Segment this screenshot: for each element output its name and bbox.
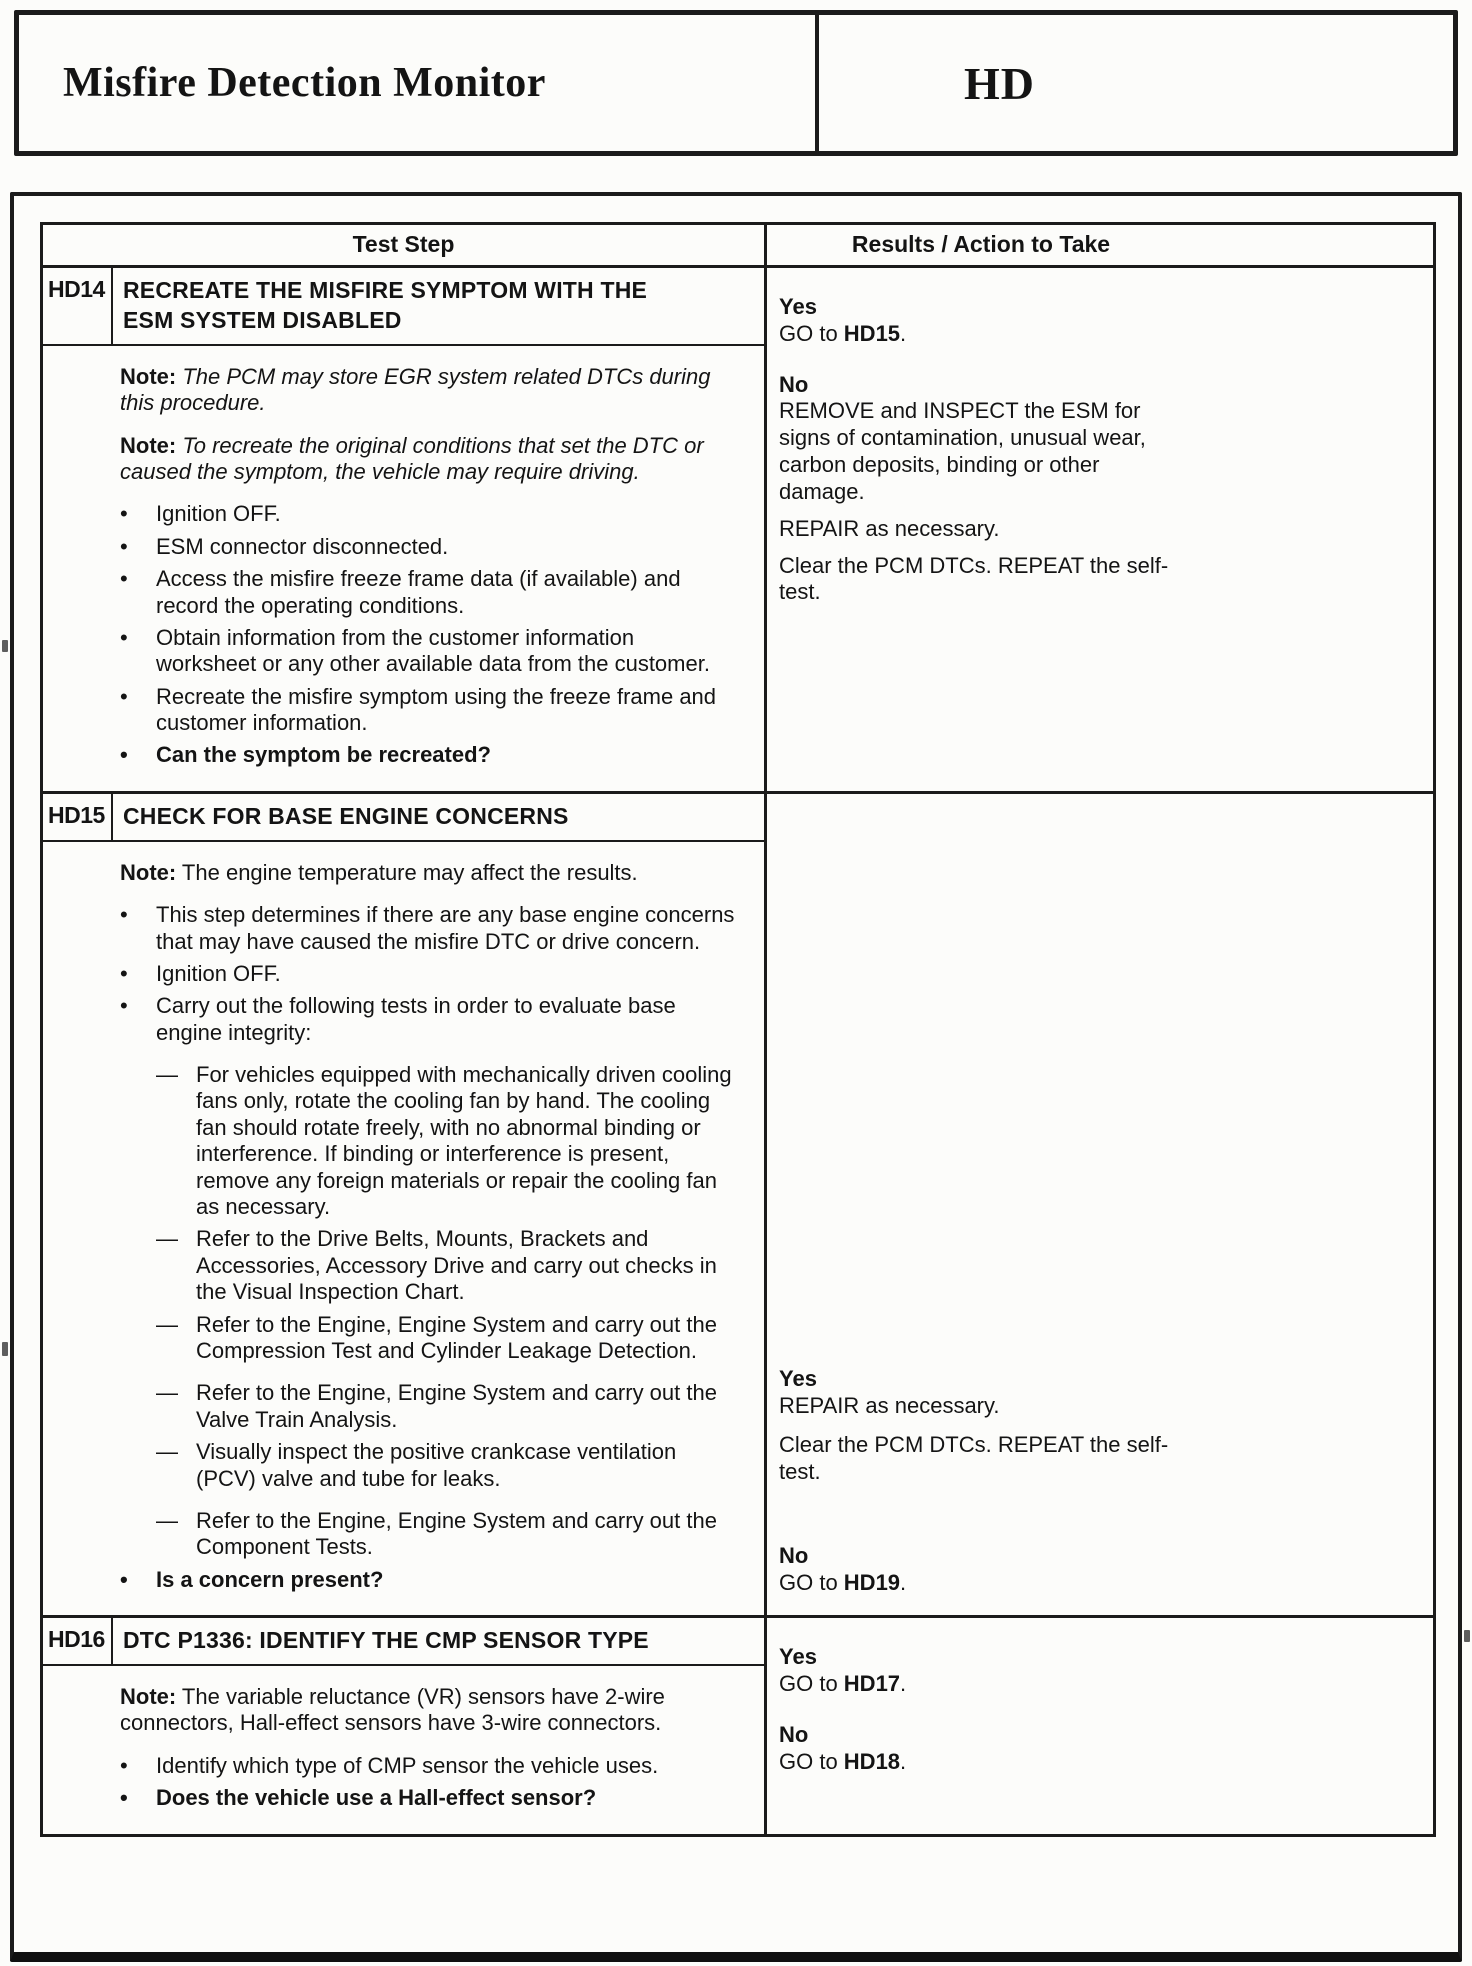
bullet-item — [120, 961, 740, 987]
action-segment: HD18 — [843, 1748, 901, 1774]
action-segment: GO to — [779, 320, 844, 346]
page-title: Misfire Detection Monitor — [63, 60, 546, 106]
item-text: Ignition OFF. — [156, 960, 281, 986]
column-header-results: Results / Action to Take — [851, 231, 1111, 257]
item-text: Refer to the Engine, Engine System and carry out the Component Tests. — [196, 1507, 717, 1560]
answer-label: Yes — [779, 294, 817, 319]
step-code: HD15 — [43, 794, 113, 840]
bullet-item — [120, 742, 740, 768]
test-step-cell — [43, 268, 767, 791]
bullet-item — [120, 993, 740, 1046]
item-text: Refer to the Engine, Engine System and carry out the Valve Train Analysis. — [196, 1380, 717, 1432]
answer-label: No — [779, 1721, 809, 1747]
column-header-test-step: Test Step — [43, 225, 767, 265]
scan-artifact — [2, 640, 8, 652]
bullet-marker: • — [120, 960, 128, 986]
note-label: Note: — [120, 363, 177, 389]
dash-marker: — — [156, 1439, 178, 1465]
answer-label: Yes — [779, 1366, 817, 1392]
action-segment: HD19 — [843, 1570, 901, 1596]
section-code-cell — [819, 15, 1453, 151]
step-body — [43, 346, 764, 791]
item-text: Carry out the following tests in order to evaluate base engine integrity: — [156, 993, 676, 1045]
answer-label: No — [779, 1543, 809, 1569]
item-text: Obtain information from the customer information worksheet or any other available data from the customer. — [156, 624, 710, 677]
dash-marker: — — [156, 1507, 178, 1533]
diagnostic-table — [40, 222, 1436, 1837]
step-title-row — [43, 1618, 764, 1666]
action-text — [779, 1570, 1183, 1597]
note — [120, 1684, 740, 1737]
action-segment: . — [900, 1748, 907, 1774]
page-title-cell — [19, 15, 819, 151]
item-text: Refer to the Engine, Engine System and carry out the Compression Test and Cylinder Leakage Detection. — [196, 1311, 717, 1363]
item-text: ESM connector disconnected. — [156, 533, 449, 559]
sub-step-item — [120, 1312, 740, 1365]
bullet-marker: • — [120, 742, 128, 768]
item-text: Refer to the Drive Belts, Mounts, Brackets and Accessories, Accessory Drive and carry out checks in the Visual Inspection Chart. — [196, 1226, 717, 1305]
action-segment: . — [900, 320, 907, 346]
section-code: HD — [964, 57, 1035, 109]
item-text: Is a concern present? — [156, 1566, 384, 1592]
action-segment: . — [900, 1570, 907, 1596]
table-header-row — [43, 225, 1433, 265]
step-body — [43, 842, 764, 1615]
sub-step-item — [120, 1508, 740, 1561]
bullet-marker: • — [120, 501, 128, 527]
item-text: For vehicles equipped with mechanically driven cooling fans only, rotate the cooling fan by hand. The cooling fan should rotate freely, with no abnormal binding or interference. If binding or interference is present, remove any foreign materials or repair the cooling fan as necessary. — [196, 1062, 732, 1220]
item-text: Identify which type of CMP sensor the vehicle uses. — [156, 1752, 659, 1778]
item-text: Does the vehicle use a Hall-effect sensor? — [156, 1785, 597, 1811]
item-text: This step determines if there are any base engine concerns that may have caused the misfire DTC or drive concern. — [156, 902, 735, 954]
test-step-cell — [43, 794, 767, 1615]
note-label: Note: — [120, 1684, 177, 1710]
sub-step-item — [120, 1380, 740, 1433]
step-row-hd15 — [43, 791, 1433, 1615]
step-code: HD16 — [43, 1618, 113, 1664]
item-text: Visually inspect the positive crankcase ventilation (PCV) valve and tube for leaks. — [196, 1439, 677, 1491]
action-segment: GO to — [779, 1670, 844, 1696]
bullet-marker: • — [120, 1566, 128, 1592]
action-text — [779, 1432, 1183, 1486]
action-text — [779, 516, 1183, 543]
bullet-item — [120, 684, 740, 737]
bullet-marker: • — [120, 624, 128, 650]
scan-artifact — [2, 1342, 8, 1356]
bullet-marker: • — [120, 993, 128, 1019]
sub-step-item — [120, 1062, 740, 1220]
results-cell — [767, 268, 1433, 791]
action-text — [779, 1393, 1183, 1420]
note — [120, 860, 740, 886]
dash-marker: — — [156, 1380, 178, 1406]
page-header — [14, 10, 1458, 156]
bullet-item — [120, 1753, 740, 1779]
action-text — [779, 1749, 1183, 1776]
action-segment: Clear the PCM DTCs. REPEAT the self-test. — [779, 552, 1169, 605]
step-row-hd14 — [43, 265, 1433, 791]
bullet-item — [120, 501, 740, 527]
bullet-item — [120, 534, 740, 560]
action-segment: GO to — [779, 1570, 844, 1596]
step-code: HD14 — [43, 268, 113, 344]
action-segment: HD17 — [843, 1670, 901, 1696]
bullet-item — [120, 1567, 740, 1593]
note-text: The variable reluctance (VR) sensors have 2-wire connectors, Hall-effect sensors have 3-wire connectors. — [120, 1684, 665, 1736]
action-segment: REPAIR as necessary. — [779, 515, 1000, 541]
bullet-item — [120, 902, 740, 955]
answer-label: Yes — [779, 1644, 817, 1670]
sub-step-item — [120, 1226, 740, 1305]
content-frame — [10, 192, 1462, 1962]
results-cell — [767, 794, 1433, 1615]
note — [120, 364, 740, 417]
bullet-marker: • — [120, 683, 128, 709]
action-text — [779, 1671, 1183, 1698]
action-segment: GO to — [779, 1748, 844, 1774]
item-text: Access the misfire freeze frame data (if available) and record the operating conditions. — [156, 566, 681, 618]
action-segment: HD15 — [843, 320, 901, 346]
action-segment: REPAIR as necessary. — [779, 1392, 1000, 1418]
note-text: The engine temperature may affect the results. — [176, 859, 638, 885]
bullet-item — [120, 1785, 740, 1811]
test-step-cell — [43, 1618, 767, 1833]
bullet-item — [120, 566, 740, 619]
sub-step-item — [120, 1439, 740, 1492]
bullet-marker: • — [120, 566, 128, 592]
step-title: RECREATE THE MISFIRE SYMPTOM WITH THE ESM SYSTEM DISABLED — [123, 277, 648, 333]
note — [120, 433, 740, 486]
scan-artifact — [1464, 1630, 1470, 1642]
note-text: The PCM may store EGR system related DTCs during this procedure. — [120, 363, 711, 416]
step-title: CHECK FOR BASE ENGINE CONCERNS — [123, 802, 569, 829]
note-text: To recreate the original conditions that set the DTC or caused the symptom, the vehicle may require driving. — [120, 432, 704, 484]
step-title-row — [43, 268, 764, 346]
action-text — [779, 553, 1183, 607]
action-text — [779, 321, 1183, 348]
bullet-item — [120, 625, 740, 678]
item-text: Can the symptom be recreated? — [156, 742, 491, 768]
action-text — [779, 398, 1183, 505]
bullet-marker: • — [120, 1785, 128, 1811]
bullet-marker: • — [120, 533, 128, 559]
answer-label: No — [779, 371, 809, 397]
bullet-marker: • — [120, 902, 128, 928]
action-segment: . — [900, 1670, 907, 1696]
dash-marker: — — [156, 1226, 178, 1252]
step-row-hd16 — [43, 1615, 1433, 1833]
step-title: DTC P1336: IDENTIFY THE CMP SENSOR TYPE — [123, 1627, 649, 1654]
action-segment: Clear the PCM DTCs. REPEAT the self-test. — [779, 1431, 1169, 1484]
action-segment: REMOVE and INSPECT the ESM for signs of contamination, unusual wear, carbon deposits, binding or other damage. — [779, 398, 1146, 504]
results-cell — [767, 1618, 1433, 1833]
bullet-marker: • — [120, 1752, 128, 1778]
dash-marker: — — [156, 1062, 178, 1088]
step-title-row — [43, 794, 764, 842]
note-label: Note: — [120, 432, 177, 458]
item-text: Recreate the misfire symptom using the freeze frame and customer information. — [156, 683, 717, 736]
table-body — [43, 265, 1433, 1834]
dash-marker: — — [156, 1311, 178, 1337]
step-body — [43, 1666, 764, 1834]
note-label: Note: — [120, 859, 177, 885]
item-text: Ignition OFF. — [156, 501, 281, 527]
